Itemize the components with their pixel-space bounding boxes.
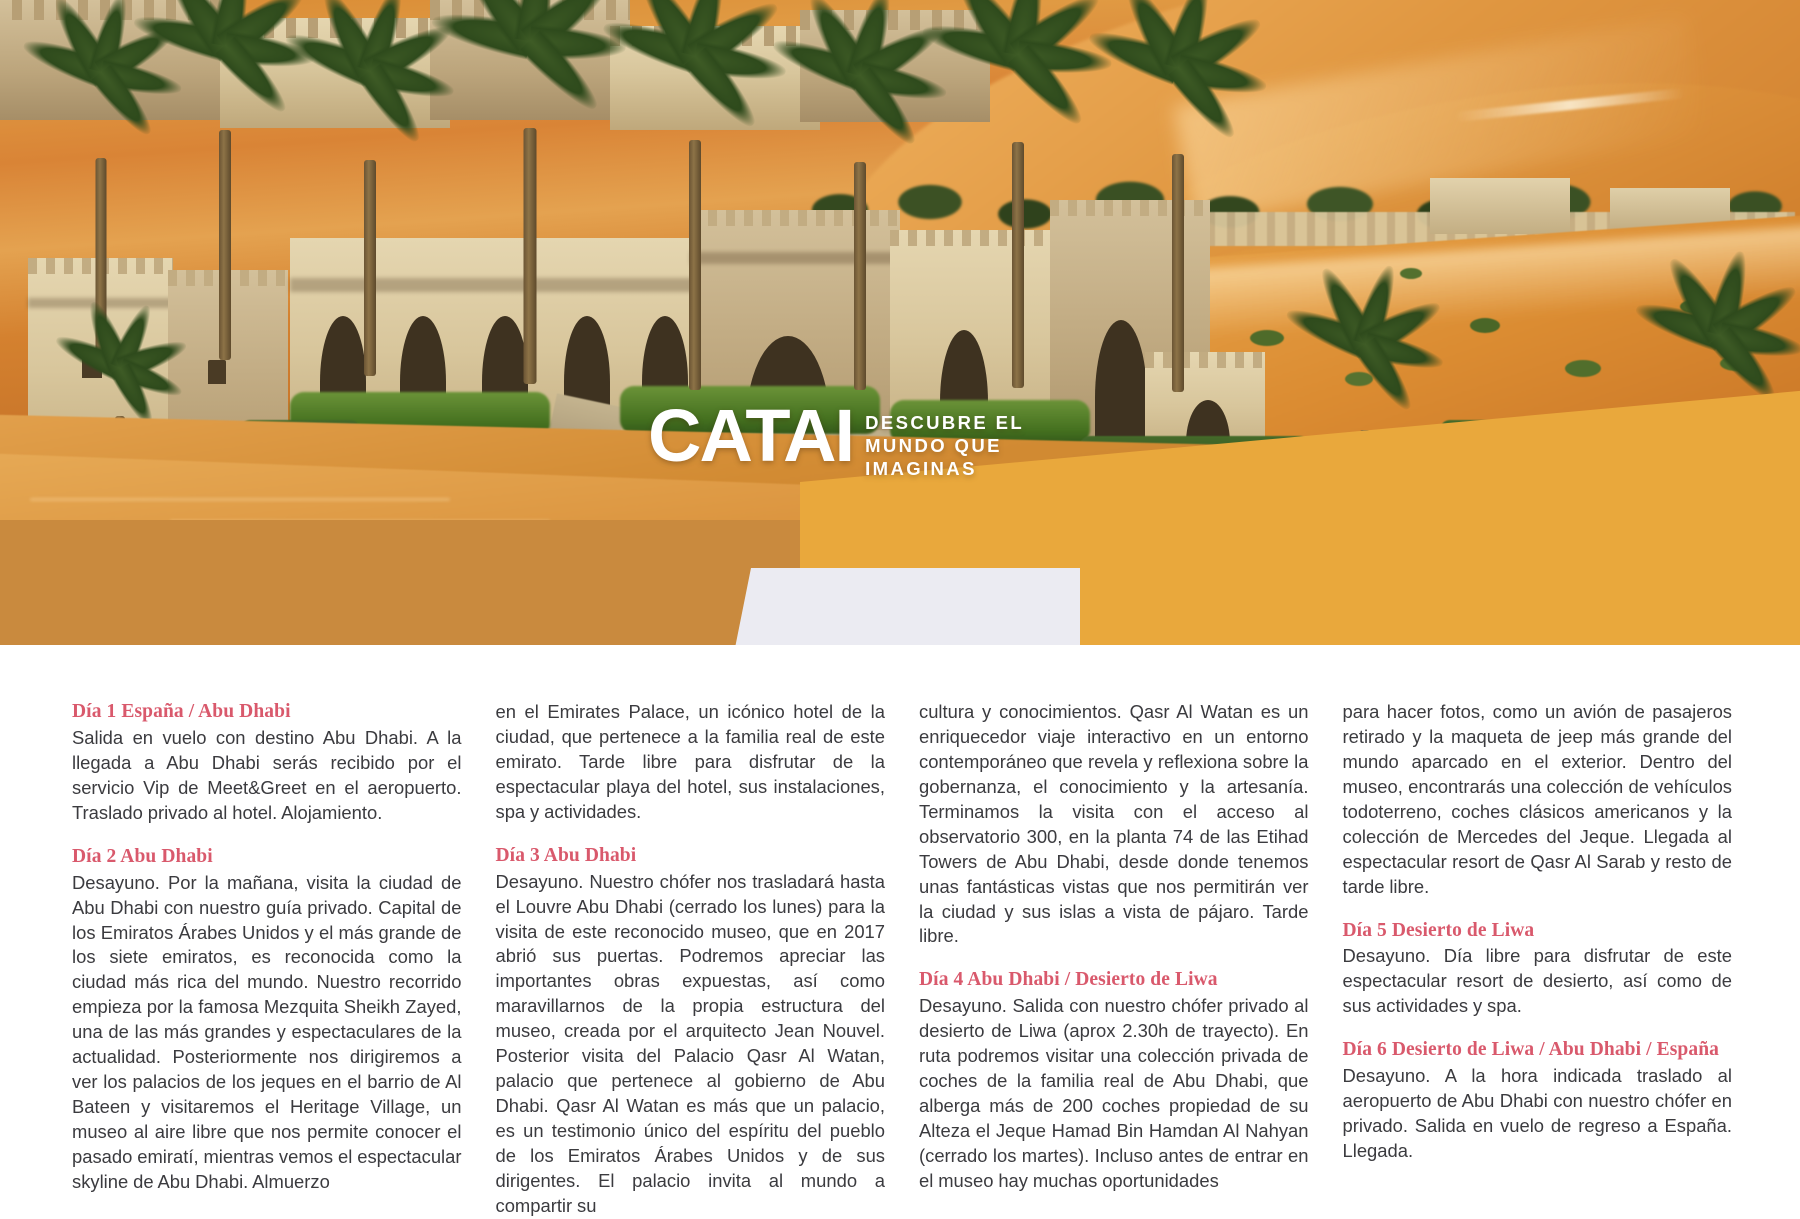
day-text: Salida en vuelo con destino Abu Dhabi. A la llegada a Abu Dhabi serás recibido por el servicio Vip de Meet&Greet en el aeropuerto. Traslado privado al hotel. Alojamiento. bbox=[72, 726, 462, 823]
desert-scrub bbox=[1470, 318, 1500, 333]
palm-trunk bbox=[689, 140, 701, 390]
distant-building bbox=[1430, 178, 1570, 234]
day-text: Desayuno. Por la mañana, visita la ciudad de Abu Dhabi con nuestro guía privado. Capital de los Emiratos Árabes Unidos y el más grande de los siete emiratos, es reconocida como la ciudad más rica del mundo. Nuestro recorrido empieza por la famosa Mezquita Sheikh Zayed, una de las más grandes y espectaculares de la actualidad. Posteriormente nos dirigiremos a ver los palacios de los jeques en el barrio de Al Bateen y visitaremos el Heritage Village, un museo al aire libre que nos permite conocer el pasado emiratí, mientras vemos el espectacular skyline de Abu Dhabi. Almuerzo bbox=[72, 871, 462, 1192]
day-heading: Día 3 Abu Dhabi bbox=[495, 844, 637, 866]
continuation-text: para hacer fotos, como un avión de pasajeros retirado y la maqueta de jeep más grande del mundo aparcado en el exterior. Dentro del museo, encontrarás una colección de vehículos todoterreno, coches clásicos americanos y la colección de Mercedes del Jeque. Llegada al espectacular resort de Qasr Al Sarab y resto de tarde libre. bbox=[1342, 701, 1732, 897]
catai-logo bbox=[648, 394, 1025, 481]
itinerary-column-2 bbox=[496, 700, 886, 1219]
palm-trunk bbox=[1172, 154, 1184, 392]
day-text: Desayuno. Salida con nuestro chófer privado al desierto de Liwa (aprox 2.30h de trayecto). En ruta podremos visitar una colección privada de coches de la familia real de Abu Dhabi, que alberga más de 200 coches propiedad de su Alteza el Jeque Hamad Bin Hamdan Al Nahyan (cerrado los martes). Incluso antes de entrar en el museo hay muchas oportunidades bbox=[919, 995, 1309, 1191]
desert-scrub bbox=[1400, 268, 1422, 279]
day-heading: Día 6 Desierto de Liwa / Abu Dhabi / España bbox=[1342, 1039, 1719, 1061]
itinerary-content bbox=[0, 645, 1800, 1216]
continuation-text: cultura y conocimientos. Qasr Al Watan es un enriquecedor viaje interactivo en un entorno contemporáneo que revela y reflexiona sobre la gobernanza, el conocimiento y la artesanía. Terminamos la visita con el acceso al observatorio 300, en la planta 74 de las Etihad Towers de Abu Dhabi, desde donde tenemos unas fantásticas vistas que nos permitirán ver la ciudad y sus islas a vista de pájaro. Tarde libre. bbox=[919, 701, 1309, 947]
palm-tree bbox=[140, 30, 310, 360]
day-heading: Día 5 Desierto de Liwa bbox=[1342, 919, 1535, 941]
itinerary-columns bbox=[72, 700, 1732, 1219]
palm-trunk bbox=[219, 130, 231, 360]
palm-trunk bbox=[1012, 142, 1024, 388]
palm-tree bbox=[930, 38, 1105, 388]
day-heading: Día 4 Abu Dhabi / Desierto de Liwa bbox=[919, 969, 1218, 991]
itinerary-column-1 bbox=[72, 700, 462, 1219]
logo-wordmark: CATAI bbox=[648, 394, 854, 477]
day-text: Desayuno. Día libre para disfrutar de este espectacular resort de desierto, así como de sus actividades y spa. bbox=[1342, 945, 1732, 1017]
palm-trunk bbox=[364, 160, 376, 376]
logo-tagline-line-2: MUNDO QUE bbox=[865, 434, 1002, 456]
logo-tagline-line-3: IMAGINAS bbox=[865, 457, 977, 479]
sand-ripple bbox=[30, 498, 450, 501]
logo-tagline bbox=[865, 412, 1024, 481]
tower-window bbox=[208, 360, 226, 384]
lavender-panel bbox=[735, 568, 1080, 645]
day-text: Desayuno. Nuestro chófer nos trasladará hasta el Louvre Abu Dhabi (cerrado los lunes) para la visita de este reconocido museo, que en 2017 abrió sus puertas. Podremos apreciar las importantes obras expuestas, así como maravillarnos de la propia estructura del museo, creada por el arquitecto Jean Nouvel. Posterior visita del Palacio Qasr Al Watan, palacio que pertenece al gobierno de Abu Dhabi. Qasr Al Watan es más que un palacio, es un testimonio único del espíritu del pueblo de los Emiratos Árabes Unidos y de sus dirigentes. El palacio invita al mundo a compartir su bbox=[495, 870, 885, 1216]
day-text: Desayuno. A la hora indicada traslado al aeropuerto de Abu Dhabi con nuestro chófer en privado. Salida en vuelo de regreso a España. Llegada. bbox=[1342, 1065, 1732, 1162]
day-heading: Día 1 España / Abu Dhabi bbox=[72, 701, 291, 722]
palm-tree bbox=[1095, 52, 1260, 392]
palm-tree bbox=[780, 60, 940, 390]
palm-trunk bbox=[854, 162, 866, 390]
logo-tagline-line-1: DESCUBRE EL bbox=[865, 412, 1025, 433]
palm-tree bbox=[290, 56, 450, 376]
itinerary-column-4 bbox=[1343, 700, 1733, 1219]
itinerary-column-3 bbox=[919, 700, 1309, 1219]
palm-trunk bbox=[524, 128, 537, 384]
palm-tree bbox=[440, 24, 620, 384]
palm-tree bbox=[610, 40, 780, 390]
day-heading: Día 2 Abu Dhabi bbox=[72, 845, 213, 867]
continuation-text: en el Emirates Palace, un icónico hotel de la ciudad, que pertenece a la familia real de este emirato. Tarde libre para disfrutar de la espectacular playa del hotel, sus instalaciones, spa y actividades. bbox=[495, 701, 885, 822]
